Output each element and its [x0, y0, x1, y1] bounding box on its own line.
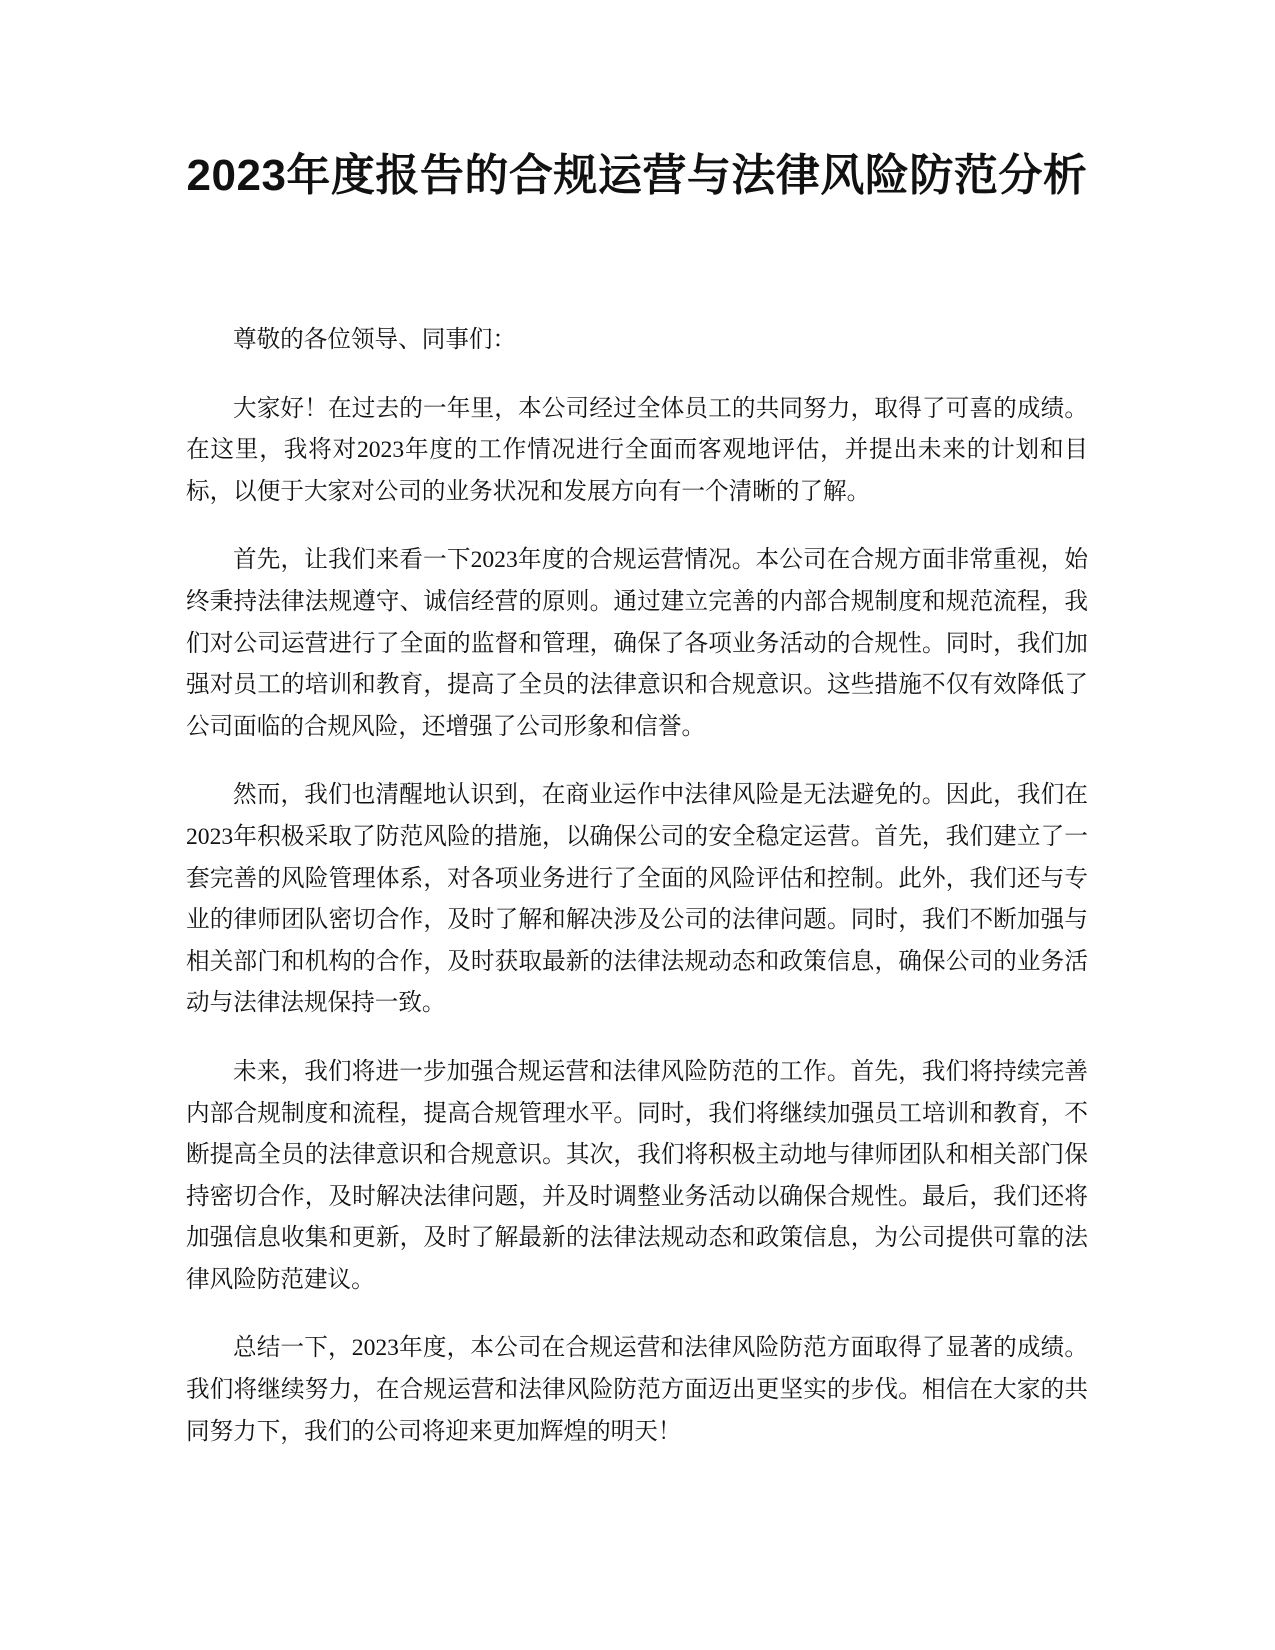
- summary-paragraph: 总结一下，2023年度，本公司在合规运营和法律风险防范方面取得了显著的成绩。我们将继续努力，在合规运营和法律风险防范方面迈出更坚实的步伐。相信在大家的共同努力下，我们的公司将迎来更加辉煌的明天！: [186, 1335, 1088, 1445]
- future-plan-paragraph: 未来，我们将进一步加强合规运营和法律风险防范的工作。首先，我们将持续完善内部合规制度和流程，提高合规管理水平。同时，我们将继续加强员工培训和教育，不断提高全员的法律意识和合规意识。其次，我们将积极主动地与律师团队和相关部门保持密切合作，及时解决法律问题，并及时调整业务活动以确保合规性。最后，我们还将加强信息收集和更新，及时了解最新的法律法规动态和政策信息，为公司提供可靠的法律风险防范建议。: [186, 1058, 1088, 1293]
- greeting-paragraph: 大家好！在过去的一年里，本公司经过全体员工的共同努力，取得了可喜的成绩。在这里，我将对2023年度的工作情况进行全面而客观地评估，并提出未来的计划和目标，以便于大家对公司的业务状况和发展方向有一个清晰的了解。: [186, 395, 1088, 505]
- compliance-paragraph: 首先，让我们来看一下2023年度的合规运营情况。本公司在合规方面非常重视，始终秉持法律法规遵守、诚信经营的原则。通过建立完善的内部合规制度和规范流程，我们对公司运营进行了全面的监督和管理，确保了各项业务活动的合规性。同时，我们加强对员工的培训和教育，提高了全员的法律意识和合规意识。这些措施不仅有效降低了公司面临的合规风险，还增强了公司形象和信誉。: [186, 547, 1088, 740]
- risk-prevention-paragraph: 然而，我们也清醒地认识到，在商业运作中法律风险是无法避免的。因此，我们在2023年积极采取了防范风险的措施，以确保公司的安全稳定运营。首先，我们建立了一套完善的风险管理体系，对各项业务进行了全面的风险评估和控制。此外，我们还与专业的律师团队密切合作，及时了解和解决涉及公司的法律问题。同时，我们不断加强与相关部门和机构的合作，及时获取最新的法律法规动态和政策信息，确保公司的业务活动与法律法规保持一致。: [186, 782, 1088, 1017]
- salutation-paragraph: 尊敬的各位领导、同事们：: [233, 327, 517, 353]
- document-body: [186, 320, 1088, 1480]
- document-title: 2023年度报告的合规运营与法律风险防范分析: [186, 151, 1088, 200]
